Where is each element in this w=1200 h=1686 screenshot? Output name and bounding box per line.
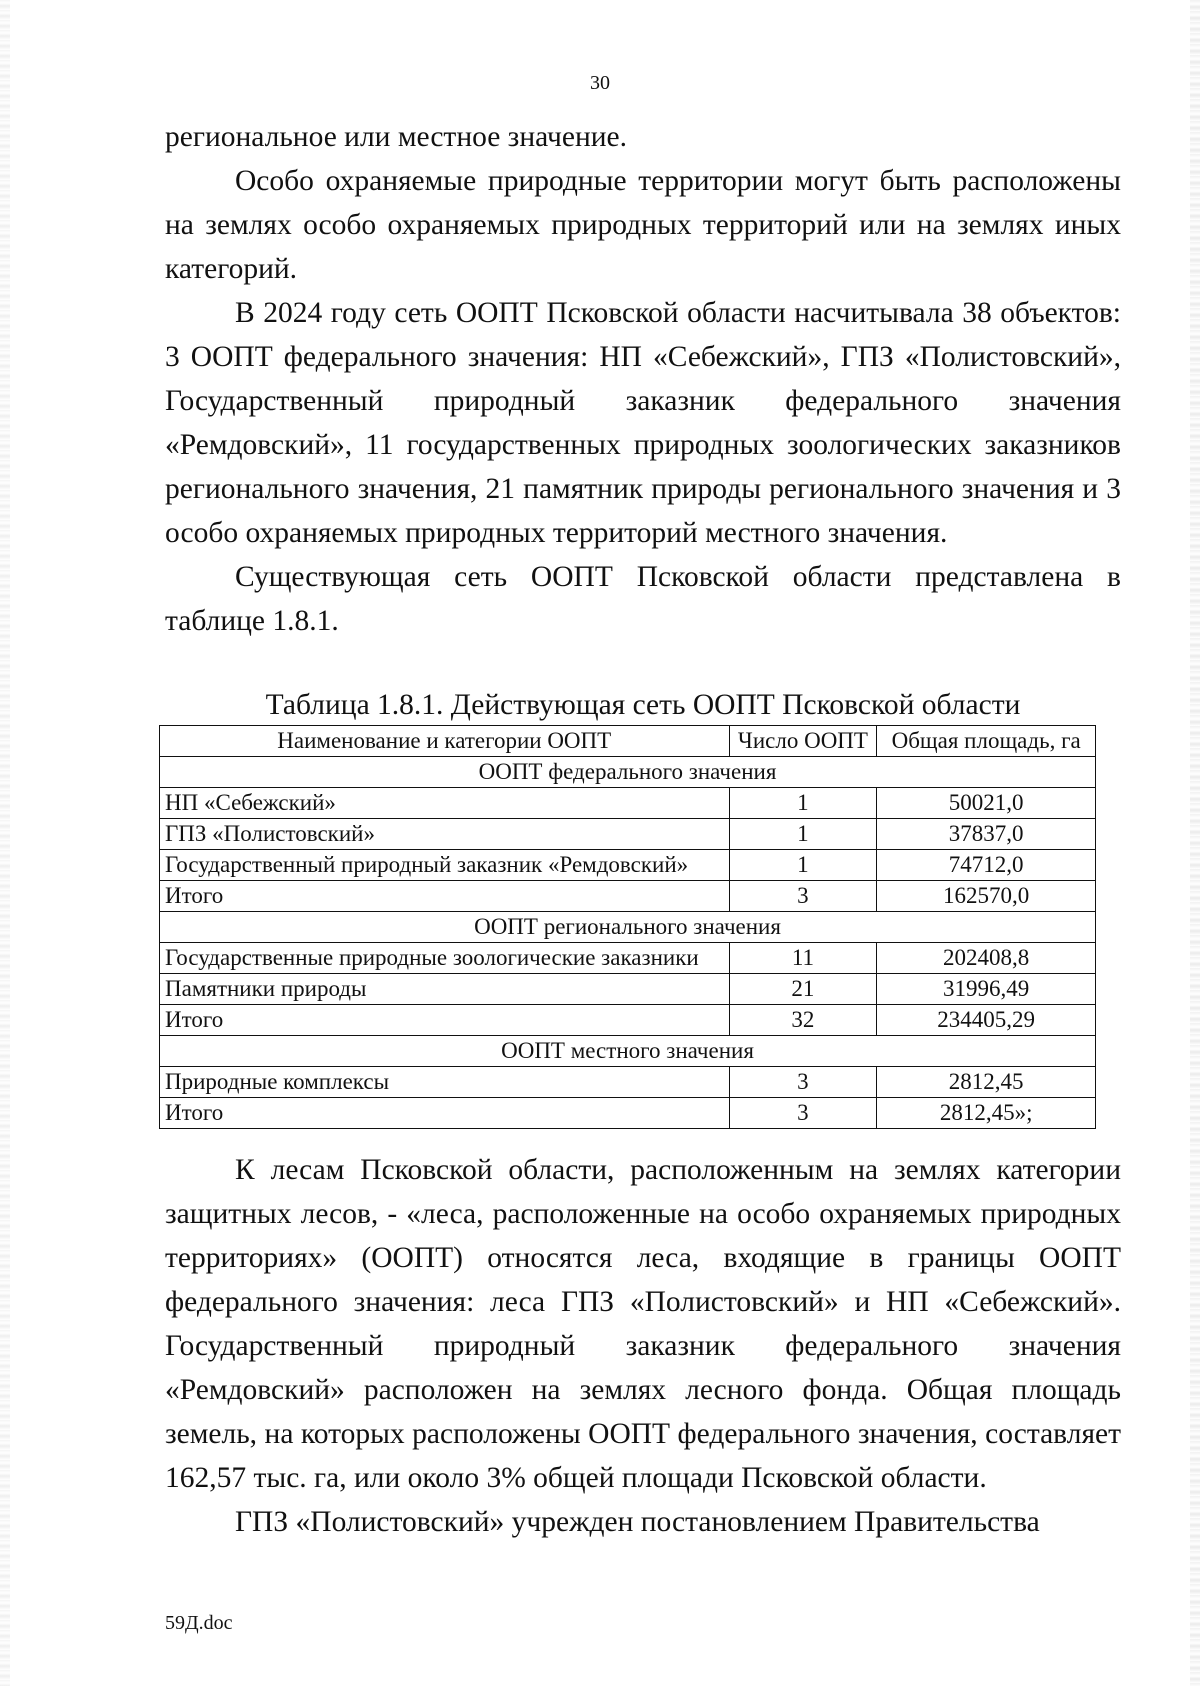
scan-edge-left [0,0,10,1686]
row-area: 2812,45»; [877,1098,1096,1129]
row-name: ГПЗ «Полистовский» [160,819,730,850]
section-row-regional [160,912,1096,943]
row-area: 162570,0 [877,881,1096,912]
row-name: Памятники природы [160,974,730,1005]
table-row [160,819,1096,850]
row-area: 2812,45 [877,1067,1096,1098]
row-name: Итого [160,1005,730,1036]
row-name: Государственные природные зоологические заказники [160,943,730,974]
table-row [160,1067,1096,1098]
table-header-row [160,726,1096,757]
row-count: 11 [729,943,877,974]
row-area: 234405,29 [877,1005,1096,1036]
table-block [165,685,1121,1129]
paragraph-continuation: региональное или местное значение. [165,121,628,153]
page-number: 30 [590,72,610,94]
row-count: 21 [729,974,877,1005]
scan-edge-right [1190,0,1200,1686]
row-name: Итого [160,1098,730,1129]
row-area: 202408,8 [877,943,1096,974]
table-row [160,850,1096,881]
table-row-total [160,881,1096,912]
row-count: 1 [729,788,877,819]
header-name: Наименование и категории ООПТ [160,726,730,757]
row-count: 3 [729,1067,877,1098]
table-row [160,974,1096,1005]
paragraph-oopt-network-2024: В 2024 году сеть ООПТ Псковской области насчитывала 38 объектов: 3 ООПТ федерального значения: НП «Себежский», ГПЗ «Полистовский», Государственный природный заказник федерального значения «Ремдовский», 11 государственных природных зоологических заказников регионального значения, 21 памятник природы регионального значения и 3 особо охраняемых природных территорий местного значения. [165,297,1121,549]
section-title: ООПТ регионального значения [160,912,1096,943]
row-name: Итого [160,881,730,912]
paragraph-oopt-lands: Особо охраняемые природные территории могут быть расположены на землях особо охраняемых природных территорий или на землях иных категорий. [165,165,1121,285]
row-area: 31996,49 [877,974,1096,1005]
section-title: ООПТ местного значения [160,1036,1096,1067]
table-row [160,788,1096,819]
row-count: 3 [729,881,877,912]
row-name: Государственный природный заказник «Ремдовский» [160,850,730,881]
row-count: 32 [729,1005,877,1036]
paragraph-polistovsky: ГПЗ «Полистовский» учрежден постановлением Правительства [235,1506,1040,1538]
row-area: 74712,0 [877,850,1096,881]
footer-filename: 59Д.doc [165,1612,233,1634]
table-row [160,943,1096,974]
row-area: 37837,0 [877,819,1096,850]
row-count: 1 [729,819,877,850]
section-title: ООПТ федерального значения [160,757,1096,788]
paragraph-protective-forests: К лесам Псковской области, расположенным на землях категории защитных лесов, - «леса, расположенные на особо охраняемых природных территориях» (ООПТ) относятся леса, входящие в границы ООПТ федерального значения: леса ГПЗ «Полистовский» и НП «Себежский». Государственный природный заказник федерального значения «Ремдовский» расположен на землях лесного фонда. Общая площадь земель, на которых расположены ООПТ федерального значения, составляет 162,57 тыс. га, или около 3% общей площади Псковской области. [165,1154,1121,1494]
section-row-federal [160,757,1096,788]
row-area: 50021,0 [877,788,1096,819]
oopt-table [159,725,1096,1129]
body-text-bottom [165,1148,1121,1544]
table-row-total [160,1005,1096,1036]
row-count: 1 [729,850,877,881]
header-area: Общая площадь, га [877,726,1096,757]
section-row-local [160,1036,1096,1067]
body-text-top [165,115,1121,643]
row-name: НП «Себежский» [160,788,730,819]
row-count: 3 [729,1098,877,1129]
table-row-total [160,1098,1096,1129]
row-name: Природные комплексы [160,1067,730,1098]
header-count: Число ООПТ [729,726,877,757]
paragraph-table-reference: Существующая сеть ООПТ Псковской области представлена в таблице 1.8.1. [165,561,1121,637]
table-caption: Таблица 1.8.1. Действующая сеть ООПТ Псковской области [265,689,1021,721]
